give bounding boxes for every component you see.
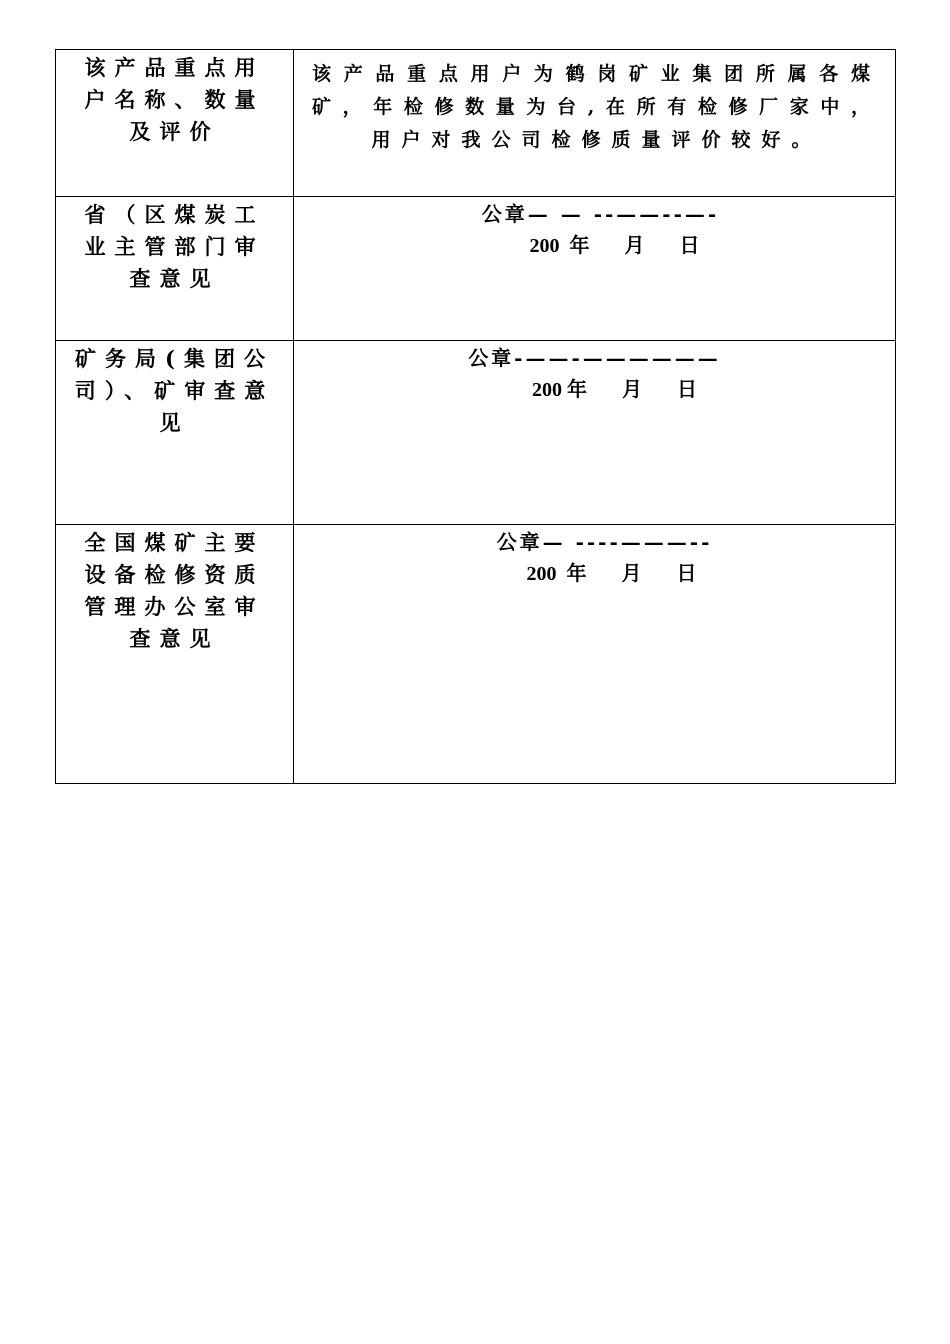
row-content-mining-bureau-review [294,341,896,525]
row-label-mining-bureau-review: 矿务局(集团公司）、矿审查意见 [56,341,294,525]
date-line: 200 年 月 日 [532,379,697,401]
key-users-description: 该产品重点用户为鹤岗矿业集团所属各煤矿，年检修数量为台,在所有检修厂家中，用户对我公司检修质量评价较好。 [312,63,881,151]
table-row [56,341,896,525]
review-form-table [55,49,896,784]
seal-block [294,197,895,262]
seal-block [294,341,895,406]
row-content-key-users [294,50,896,197]
row-label-national-office-review: 全国煤矿主要设备检修资质管理办公室审查意见 [56,525,294,784]
row-content-province-review [294,197,896,341]
date-line: 200 年 月 日 [529,235,700,257]
official-seal-line: 公章— — --——--—- [481,202,720,226]
seal-block [294,525,895,590]
official-seal-line: 公章— ----———-- [496,530,713,554]
table-row [56,197,896,341]
table-row [56,525,896,784]
row-content-national-office-review [294,525,896,784]
row-label-key-users: 该产品重点用户名称、数量及评价 [56,50,294,197]
row-label-province-review: 省（区煤炭工业主管部门审查意见 [56,197,294,341]
official-seal-line: 公章-——-—————— [468,346,721,370]
table-row [56,50,896,197]
date-line: 200 年 月 日 [526,563,697,585]
